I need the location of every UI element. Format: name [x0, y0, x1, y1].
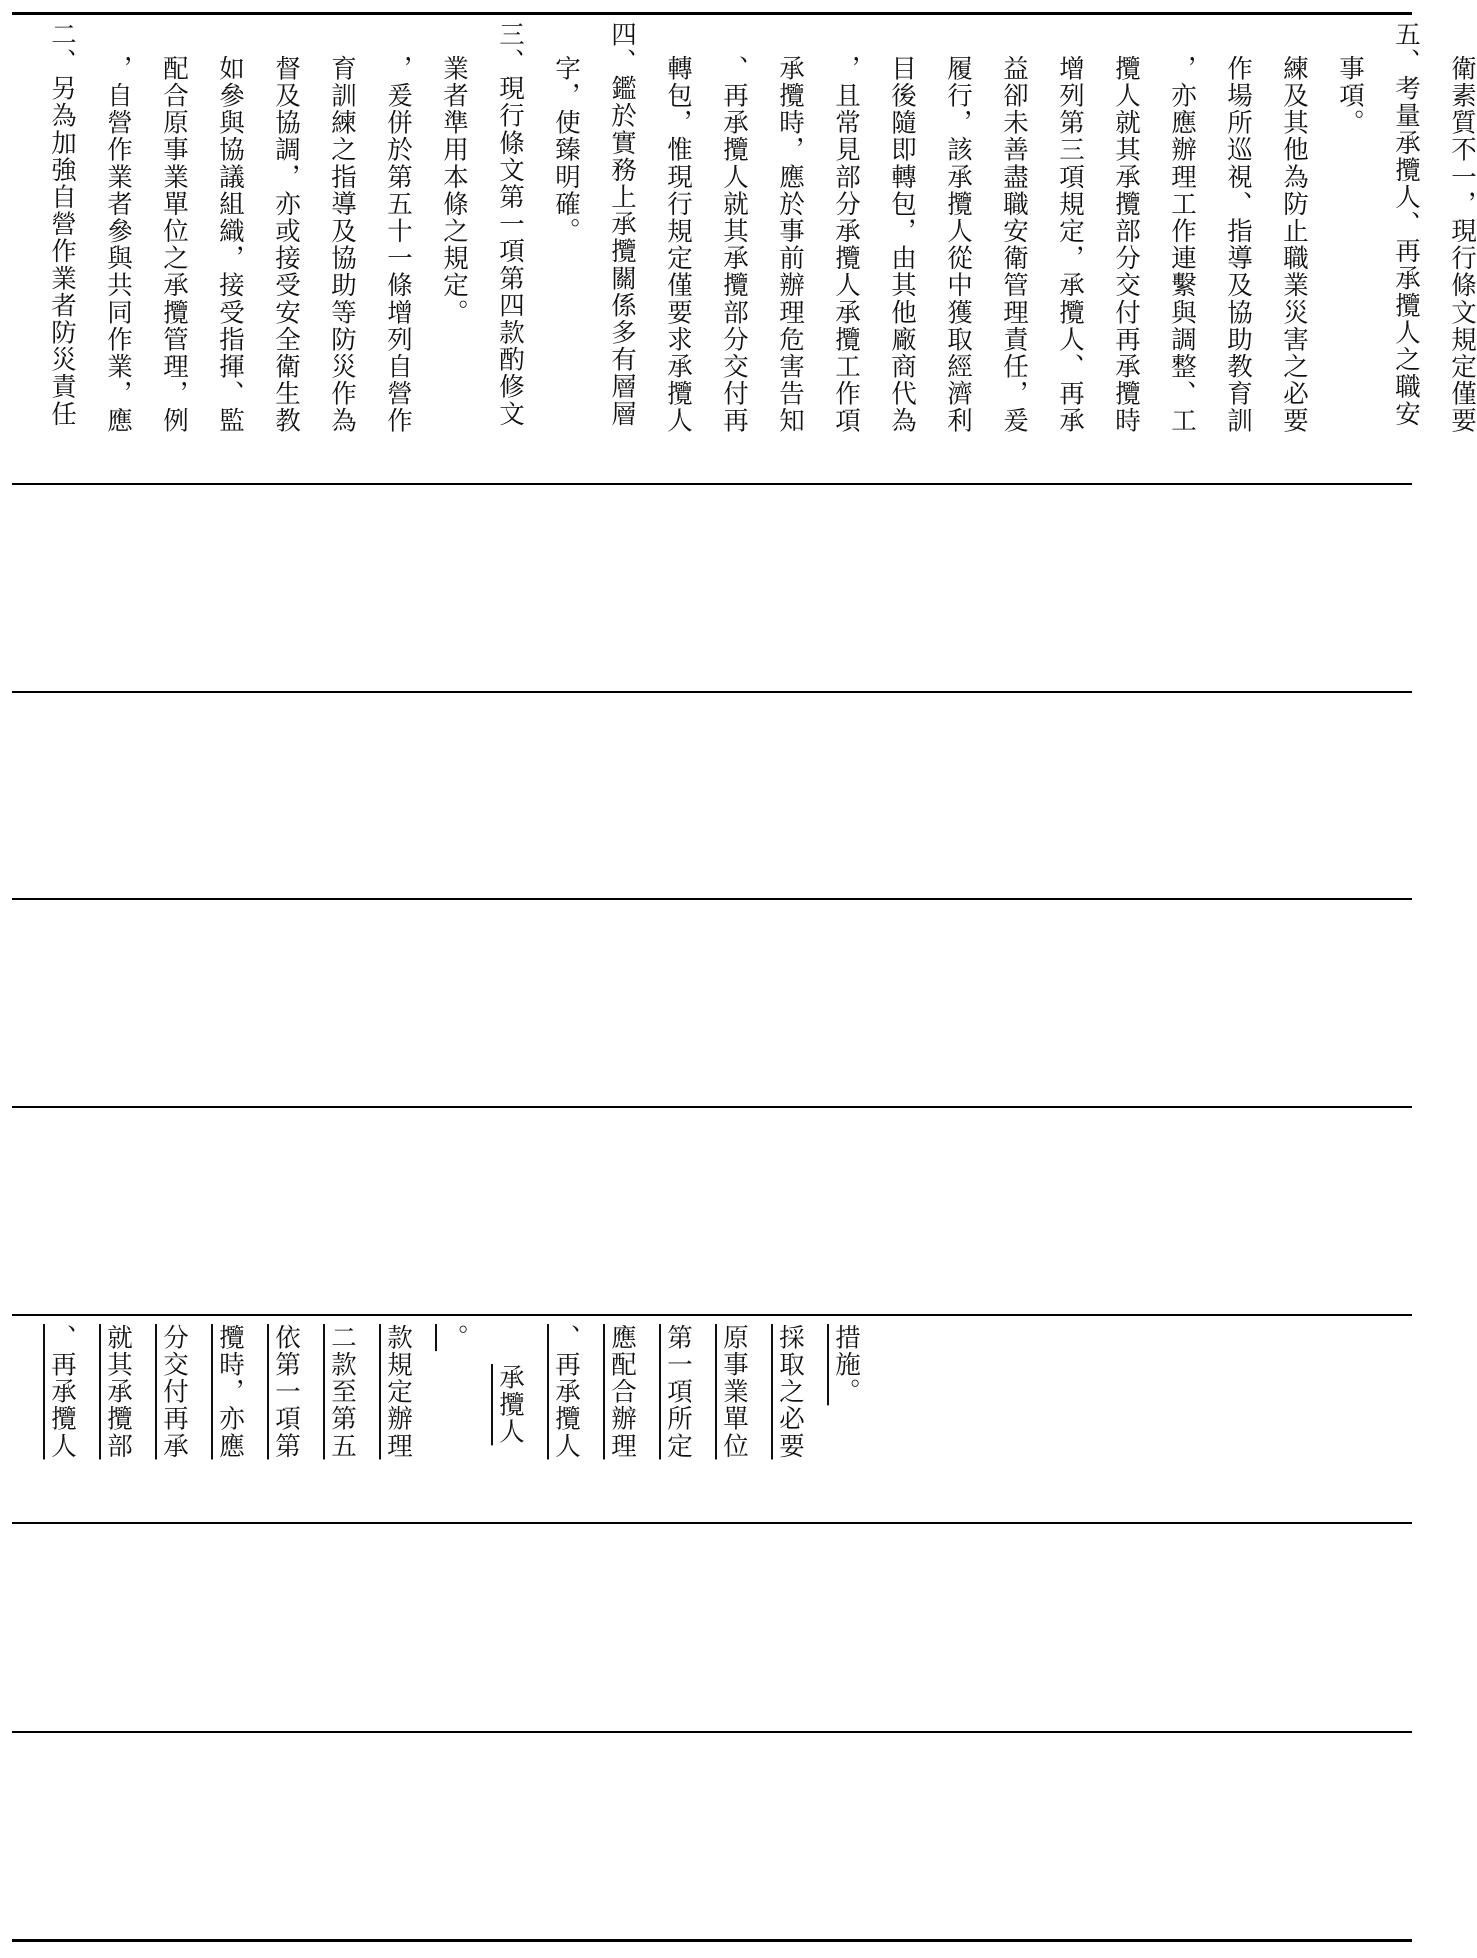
explanation-text: 四、鑑於實務上承攬關係多有層層 [607, 21, 637, 428]
explanation-column [186, 15, 245, 481]
amendment-column [802, 1318, 861, 1520]
amendment-column [634, 1318, 693, 1520]
explanation-text: ，自營作業者參與共同作業，應 [103, 55, 133, 435]
amendment-column [74, 1318, 133, 1520]
explanation-column [298, 15, 357, 481]
explanation-text: 三、現行條文第一項第四款酌修文 [495, 21, 525, 428]
explanation-text: ，且常見部分承攬人承攬工作項 [831, 55, 861, 435]
row-divider-3 [12, 898, 1412, 900]
amendment-column [410, 1318, 469, 1520]
explanation-text: 事項。 [1335, 55, 1365, 137]
amendment-text: 攬時，亦應 [215, 1324, 245, 1460]
explanation-column [74, 15, 133, 481]
explanation-text: 履行，該承攬人從中獲取經濟利 [943, 55, 973, 435]
explanation-text: 增列第三項規定，承攬人、再承 [1055, 55, 1085, 435]
explanation-column [802, 15, 861, 481]
amendment-column [690, 1318, 749, 1520]
amendment-column [354, 1318, 413, 1520]
explanation-text: 配合原事業單位之承攬管理，例 [159, 55, 189, 435]
amendment-section [18, 1318, 1408, 1520]
amendment-columns [18, 1318, 1408, 1520]
amendment-text: 承攬人 [495, 1364, 525, 1446]
amendment-text: 。 [439, 1324, 469, 1352]
explanation-column [970, 15, 1029, 481]
amendment-text: 依第一項第 [271, 1324, 301, 1460]
explanation-column [1194, 15, 1253, 481]
explanation-text: 攬人就其承攬部分交付再承攬時 [1111, 55, 1141, 435]
explanation-text: 五、考量承攬人、再承攬人之職安 [1391, 21, 1421, 428]
explanation-columns [18, 15, 1477, 481]
amendment-text: 分交付再承 [159, 1324, 189, 1460]
bottom-rule [12, 1939, 1412, 1942]
explanation-column [1362, 15, 1421, 481]
explanation-text: 益卻未善盡職安衛管理責任，爰 [999, 55, 1029, 435]
explanation-text: 二、另為加強自營作業者防災責任 [47, 21, 77, 428]
explanation-text: 衛素質不一，現行條文規定僅要 [1447, 55, 1477, 435]
amendment-text: 第一項所定 [663, 1324, 693, 1460]
explanation-column [18, 15, 77, 481]
explanation-text: 如參與協議組織，接受指揮、監 [215, 55, 245, 435]
explanation-column [914, 15, 973, 481]
row-divider-6 [12, 1522, 1412, 1524]
amendment-column [466, 1318, 525, 1520]
amendment-text: 款規定辦理 [383, 1324, 413, 1460]
explanation-text: 督及協調，亦或接受安全衛生教 [271, 55, 301, 435]
explanation-column [1306, 15, 1365, 481]
amendment-text: 原事業單位 [719, 1324, 749, 1460]
explanation-column [746, 15, 805, 481]
explanation-text: ，爰併於第五十一條增列自營作 [383, 55, 413, 435]
explanation-column [130, 15, 189, 481]
amendment-column [130, 1318, 189, 1520]
explanation-column [1418, 15, 1477, 481]
amendment-text: 措施。 [831, 1324, 861, 1406]
explanation-text: 業者準用本條之規定。 [439, 55, 469, 326]
explanation-column [1250, 15, 1309, 481]
row-divider-4 [12, 1106, 1412, 1108]
explanation-column [634, 15, 693, 481]
amendment-column [298, 1318, 357, 1520]
amendment-column [578, 1318, 637, 1520]
amendment-column [522, 1318, 581, 1520]
explanation-text: 練及其他為防止職業災害之必要 [1279, 55, 1309, 435]
explanation-text: 、再承攬人就其承攬部分交付再 [719, 55, 749, 435]
explanation-column [1138, 15, 1197, 481]
explanation-text: 字，使臻明確。 [551, 55, 581, 245]
row-divider-1 [12, 483, 1412, 485]
explanation-section [18, 15, 1477, 481]
amendment-text: 採取之必要 [775, 1324, 805, 1460]
amendment-text: 應配合辦理 [607, 1324, 637, 1460]
amendment-column [18, 1318, 77, 1520]
explanation-text: ，亦應辦理工作連繫與調整、工 [1167, 55, 1197, 435]
explanation-text: 承攬時，應於事前辦理危害告知 [775, 55, 805, 435]
row-divider-5 [12, 1314, 1412, 1316]
explanation-column [1026, 15, 1085, 481]
amendment-text: 二款至第五 [327, 1324, 357, 1460]
amendment-text: 就其承攬部 [103, 1324, 133, 1460]
explanation-column [690, 15, 749, 481]
explanation-text: 育訓練之指導及協助等防災作為 [327, 55, 357, 435]
explanation-column [578, 15, 637, 481]
explanation-column [522, 15, 581, 481]
explanation-column [242, 15, 301, 481]
explanation-column [858, 15, 917, 481]
amendment-column [746, 1318, 805, 1520]
row-divider-2 [12, 691, 1412, 693]
explanation-text: 目後隨即轉包，由其他廠商代為 [887, 55, 917, 435]
explanation-column [466, 15, 525, 481]
amendment-text: 、再承攬人 [47, 1324, 77, 1460]
amendment-text: 、再承攬人 [551, 1324, 581, 1460]
explanation-text: 轉包，惟現行規定僅要求承攬人 [663, 55, 693, 435]
amendment-column [186, 1318, 245, 1520]
explanation-text: 作場所巡視、指導及協助教育訓 [1223, 55, 1253, 435]
explanation-column [1082, 15, 1141, 481]
explanation-column [410, 15, 469, 481]
explanation-column [354, 15, 413, 481]
row-divider-7 [12, 1731, 1412, 1733]
amendment-column [242, 1318, 301, 1520]
